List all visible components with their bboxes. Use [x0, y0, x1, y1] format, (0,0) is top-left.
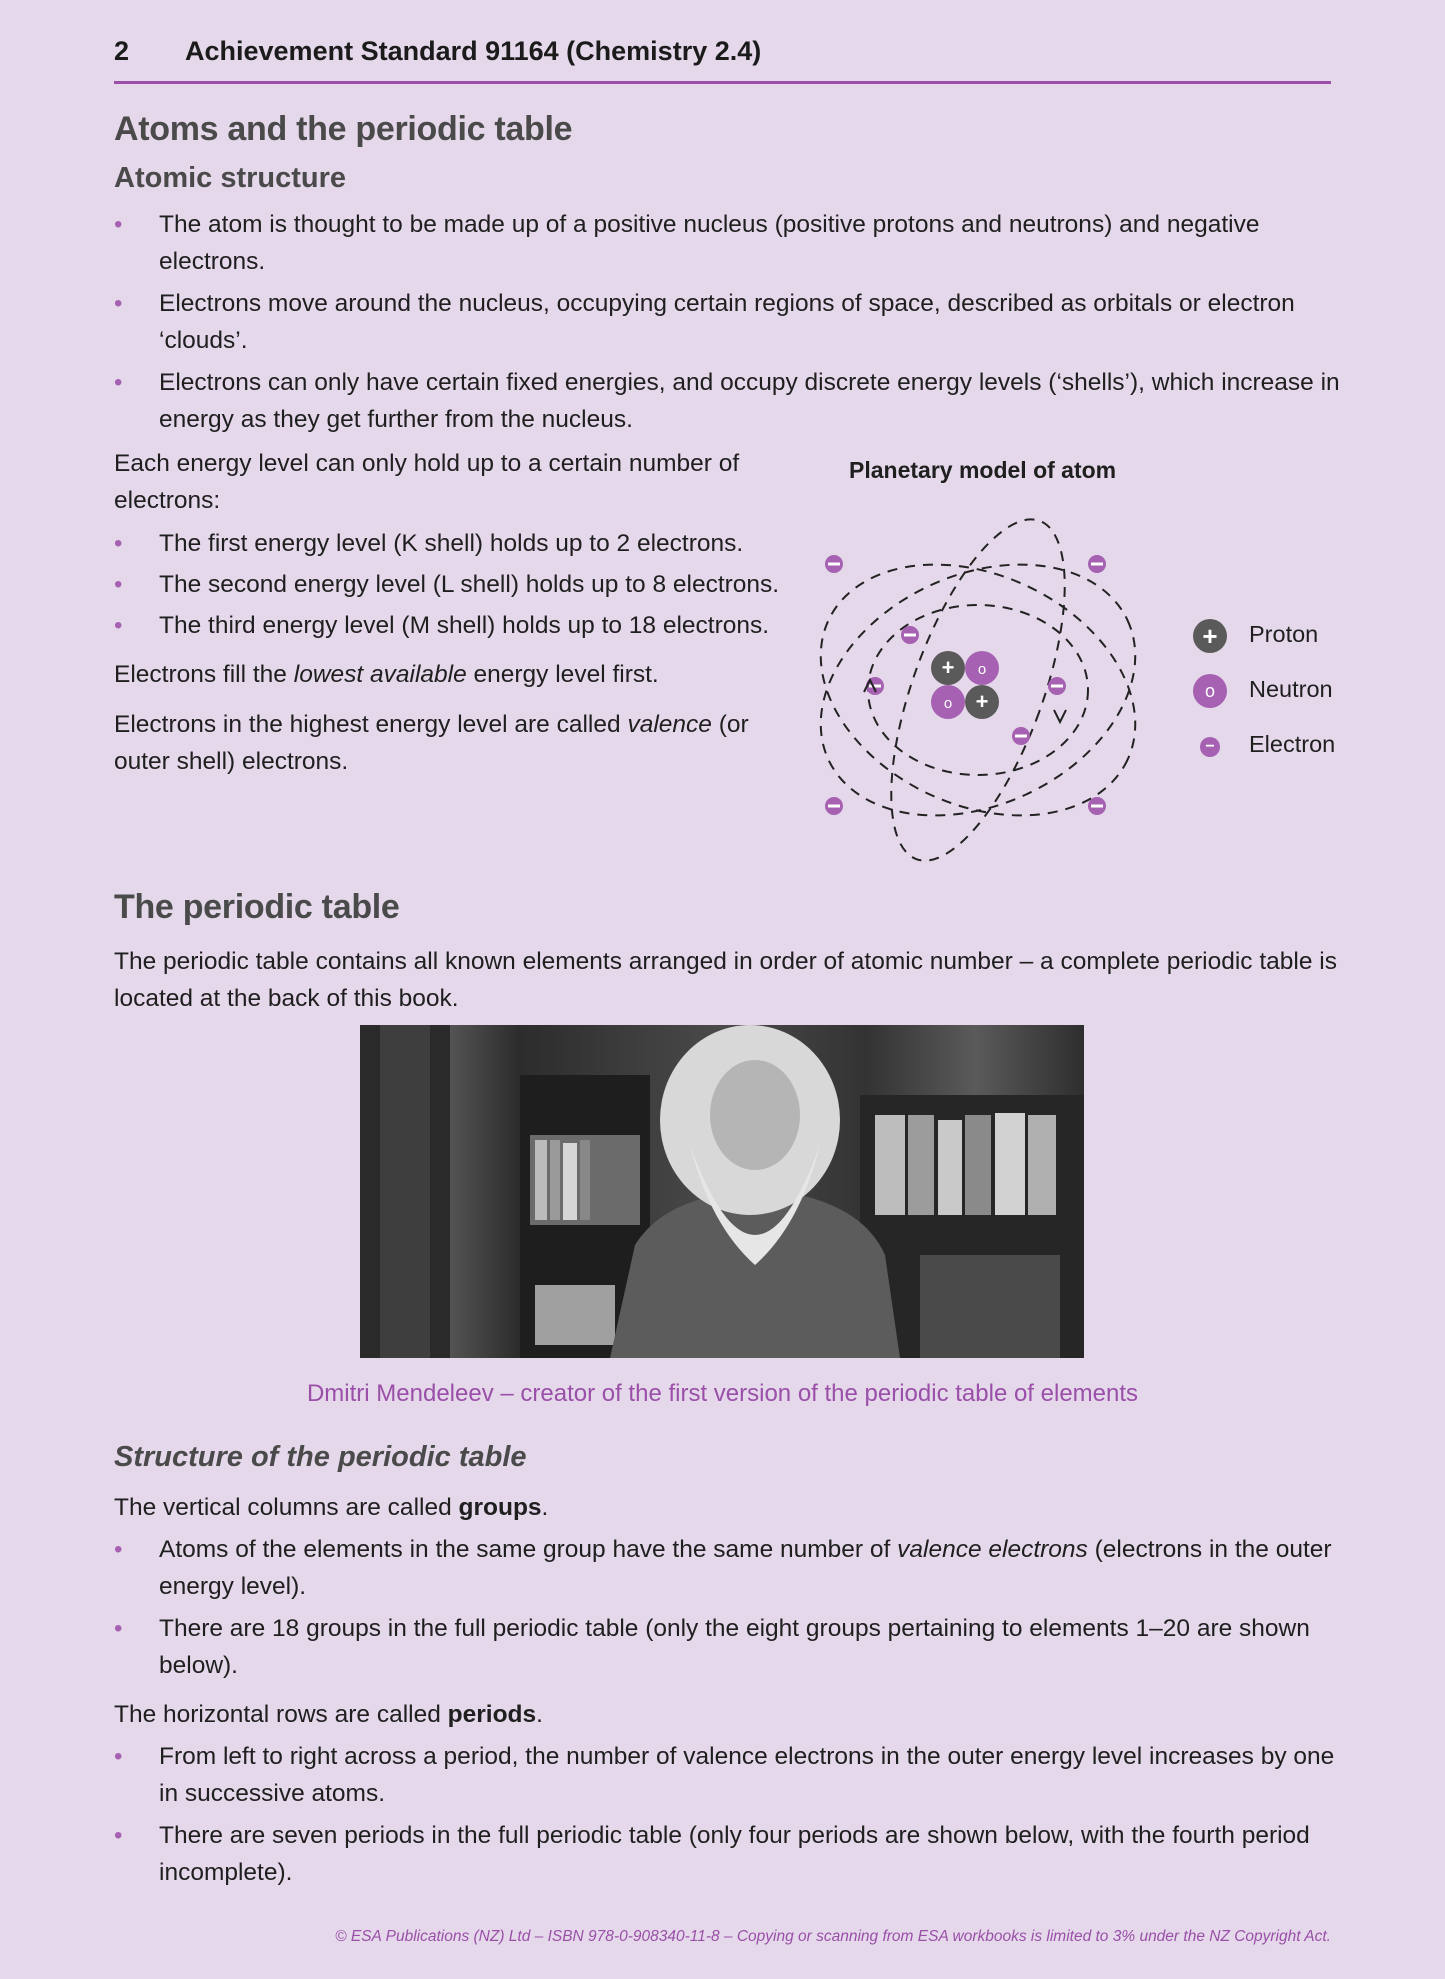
electron-icon [901, 626, 919, 644]
bullet-dot-icon: • [114, 211, 123, 238]
legend-electron-label: Electron [1249, 731, 1336, 757]
svg-text:+: + [975, 689, 989, 714]
bullet-dot-icon: • [114, 530, 123, 557]
periods-intro: The horizontal rows are called periods. [114, 1701, 543, 1728]
bullet-dot-icon: • [114, 1615, 123, 1642]
bullet-item: • Electrons can only have certain fixed energies, and occupy discrete energy levels (‘shells’), which increase in energy as they get further from the nucleus. [114, 364, 1354, 438]
energy-level-intro: Each energy level can only hold up to a certain number of electrons: [114, 450, 740, 514]
svg-text:+: + [941, 655, 955, 680]
electron-icon [1012, 727, 1030, 745]
subsection-title-structure: Structure of the periodic table [114, 1441, 527, 1473]
legend-neutron-icon: o [1193, 674, 1227, 708]
svg-text:o: o [943, 695, 953, 712]
bullet-dot-icon: • [114, 571, 123, 598]
subsection-title-atomic-structure: Atomic structure [114, 162, 347, 194]
bullet-item: • The third energy level (M shell) holds up to 18 electrons. [114, 607, 814, 644]
bullet-item: • Electrons move around the nucleus, occupying certain regions of space, described as orbitals or electron ‘clouds’. [114, 285, 1354, 359]
bullet-item: • There are seven periods in the full periodic table (only four periods are shown below, with the fourth period incomplete). [114, 1817, 1354, 1891]
bullet-dot-icon: • [114, 1536, 123, 1563]
legend-neutron-label: Neutron [1249, 676, 1333, 702]
section-title-periodic-table: The periodic table [114, 888, 400, 926]
legend-proton-label: Proton [1249, 621, 1319, 647]
photo-caption: Dmitri Mendeleev – creator of the first version of the periodic table of elements [306, 1380, 1139, 1407]
electron-icon [866, 677, 884, 695]
page-header [114, 34, 1331, 84]
bullet-item: • The first energy level (K shell) holds up to 2 electrons. [114, 525, 814, 562]
diagram-title: Planetary model of atom [849, 457, 1117, 483]
mendeleev-photo [360, 1025, 1084, 1358]
bullet-item: • The second energy level (L shell) holds up to 8 electrons. [114, 566, 814, 603]
page-footer: © ESA Publications (NZ) Ltd – ISBN 978-0-908340-11-8 – Copying or scanning from ESA workbooks is limited to 3% under the NZ Copyright Act. [335, 1928, 1331, 1945]
header-title: Achievement Standard 91164 (Chemistry 2.4) [185, 36, 762, 66]
groups-intro: The vertical columns are called groups. [114, 1494, 549, 1521]
bullet-dot-icon: • [114, 1743, 123, 1770]
electron-icon [825, 797, 843, 815]
nucleus [931, 651, 999, 719]
fill-rule-text: Electrons fill the lowest available energy level first. [114, 661, 659, 688]
svg-text:o: o [977, 661, 987, 678]
electron-icon [1048, 677, 1066, 695]
bullet-item: • Atoms of the elements in the same group have the same number of valence electrons (electrons in the outer energy level). [114, 1531, 1354, 1605]
bullet-dot-icon: • [114, 290, 123, 317]
bullet-item: • There are 18 groups in the full periodic table (only the eight groups pertaining to elements 1–20 are shown below). [114, 1610, 1354, 1684]
electron-icon [825, 555, 843, 573]
legend-proton-icon: + [1193, 619, 1227, 653]
bullet-item: • From left to right across a period, the number of valence electrons in the outer energy level increases by one in successive atoms. [114, 1738, 1354, 1812]
bullet-item: • The atom is thought to be made up of a positive nucleus (positive protons and neutrons) and negative electrons. [114, 206, 1354, 280]
bullet-dot-icon: • [114, 1822, 123, 1849]
page-number: 2 [114, 36, 130, 66]
section-title-atoms: Atoms and the periodic table [114, 110, 573, 148]
electron-icon [1088, 797, 1106, 815]
bullet-dot-icon: • [114, 612, 123, 639]
periodic-intro: The periodic table contains all known elements arranged in order of atomic number – a complete periodic table is located at the back of this book. [114, 948, 1337, 1012]
portrait-illustration [360, 1025, 1084, 1358]
valence-text: Electrons in the highest energy level are called valence (or outer shell) electrons. [114, 711, 749, 775]
legend-electron-icon: − [1200, 737, 1220, 757]
arrow-icon [1054, 710, 1066, 722]
electron-icon [1088, 555, 1106, 573]
bullet-dot-icon: • [114, 369, 123, 396]
